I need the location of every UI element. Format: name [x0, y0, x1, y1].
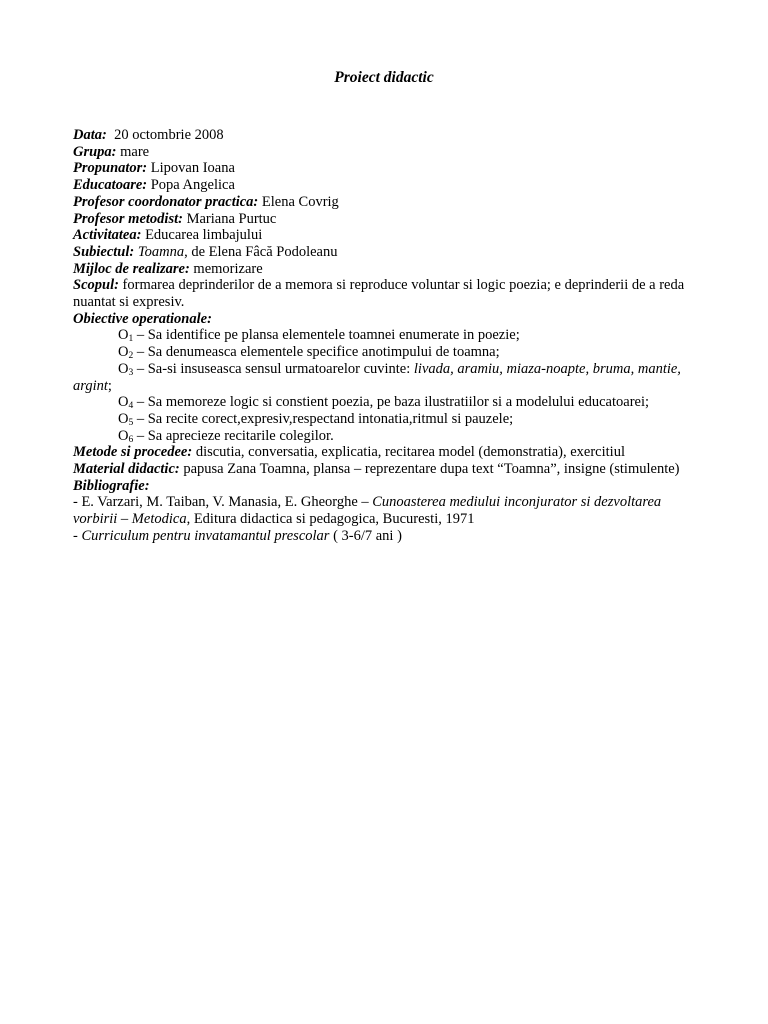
field-value: discutia, conversatia, explicatia, recitarea model (demonstratia), exercitiul: [195, 444, 625, 461]
objective-item: $O_2$ – Sa denumeasca elementele specifice anotimpului de toamna;: [118, 344, 500, 362]
field-value: , de Elena Fâcă Podoleanu: [184, 243, 338, 260]
field-scopul: [73, 277, 689, 310]
reference-title: Cunoasterea mediului inconjurator si dezvoltarea vorbirii – Metodica: [73, 494, 662, 528]
field-mijloc: [73, 261, 689, 278]
field-value: Educarea limbajului: [145, 227, 263, 244]
vocabulary-words: livada, aramiu, miaza-noapte, bruma, mantie, argint: [73, 360, 681, 394]
objectives-heading: [73, 311, 689, 328]
bibliography-item: - E. Varzari, M. Taiban, V. Manasia, E. Gheorghe – Cunoasterea mediului inconjurator si dezvoltarea vorbirii – Metodica, Editura didactica si pedagogica, Bucuresti, 1971: [73, 494, 662, 528]
field-educatoare: [73, 177, 689, 194]
document-title: Proiect didactic: [334, 69, 434, 86]
field-value: papusa Zana Toamna, plansa – reprezentare dupa text “Toamna”, insigne (stimulente): [183, 461, 680, 478]
bibliography-heading: [73, 478, 689, 495]
field-label: Subiectul:: [73, 243, 135, 260]
field-label: Educatoare:: [73, 177, 148, 194]
field-subiectul: [73, 244, 689, 261]
document-body: [73, 127, 689, 545]
field-coordonator: [73, 194, 689, 211]
objective-item: $O_6$ – Sa aprecieze recitarile colegilor.: [118, 427, 334, 445]
field-label: Data:: [73, 127, 107, 143]
field-metode: [73, 444, 689, 461]
field-data: [73, 127, 689, 144]
reference-title: Curriculum pentru invatamantul prescolar: [81, 527, 330, 544]
section-label: Obiective operationale:: [73, 310, 212, 327]
field-label: Mijloc de realizare:: [73, 260, 190, 277]
field-value: Popa Angelica: [150, 177, 235, 194]
bibliography-item: - Curriculum pentru invatamantul prescolar ( 3-6/7 ani ): [73, 527, 402, 544]
objective-item: $O_1$ – Sa identifice pe plansa elementele toamnei enumerate in poezie;: [118, 327, 520, 345]
field-value: memorizare: [193, 260, 263, 277]
field-grupa: [73, 144, 689, 161]
field-propunator: [73, 160, 689, 177]
field-label: Activitatea:: [73, 227, 142, 244]
field-activitatea: [73, 227, 689, 244]
field-value: Lipovan Ioana: [150, 160, 235, 177]
field-label: Propunator:: [73, 160, 148, 177]
poem-title: Toamna: [137, 243, 185, 260]
section-label: Bibliografie:: [73, 477, 150, 494]
objective-item: $O_4$ – Sa memoreze logic si constient poezia, pe baza ilustratiilor si a modelului educatoarei;: [118, 394, 650, 412]
field-label: Profesor metodist:: [73, 210, 183, 227]
field-value: 20 octombrie 2008: [114, 127, 224, 143]
objective-item: $O_3 - Sa-si$ insuseasca sensul urmatoarelor cuvinte: livada, aramiu, miaza-noapte, bruma, mantie, argint;: [73, 360, 681, 394]
field-value: Mariana Purtuc: [186, 210, 277, 227]
field-label: Scopul:: [73, 277, 119, 294]
field-label: Material didactic:: [73, 461, 180, 478]
field-metodist: [73, 211, 689, 228]
field-label: Profesor coordonator practica:: [73, 193, 259, 210]
field-value: Elena Covrig: [261, 193, 339, 210]
field-value: mare: [120, 143, 150, 160]
field-value: formarea deprinderilor de a memora si reproduce voluntar si logic poezia; e deprinderii de a reda nuantat si expresiv.: [73, 277, 685, 311]
field-label: Grupa:: [73, 143, 117, 160]
objective-item: $O_5$ – Sa recite corect,expresiv,respectand intonatia,ritmul si pauzele;: [118, 410, 514, 428]
field-material: [73, 461, 689, 478]
field-label: Metode si procedee:: [73, 444, 193, 461]
